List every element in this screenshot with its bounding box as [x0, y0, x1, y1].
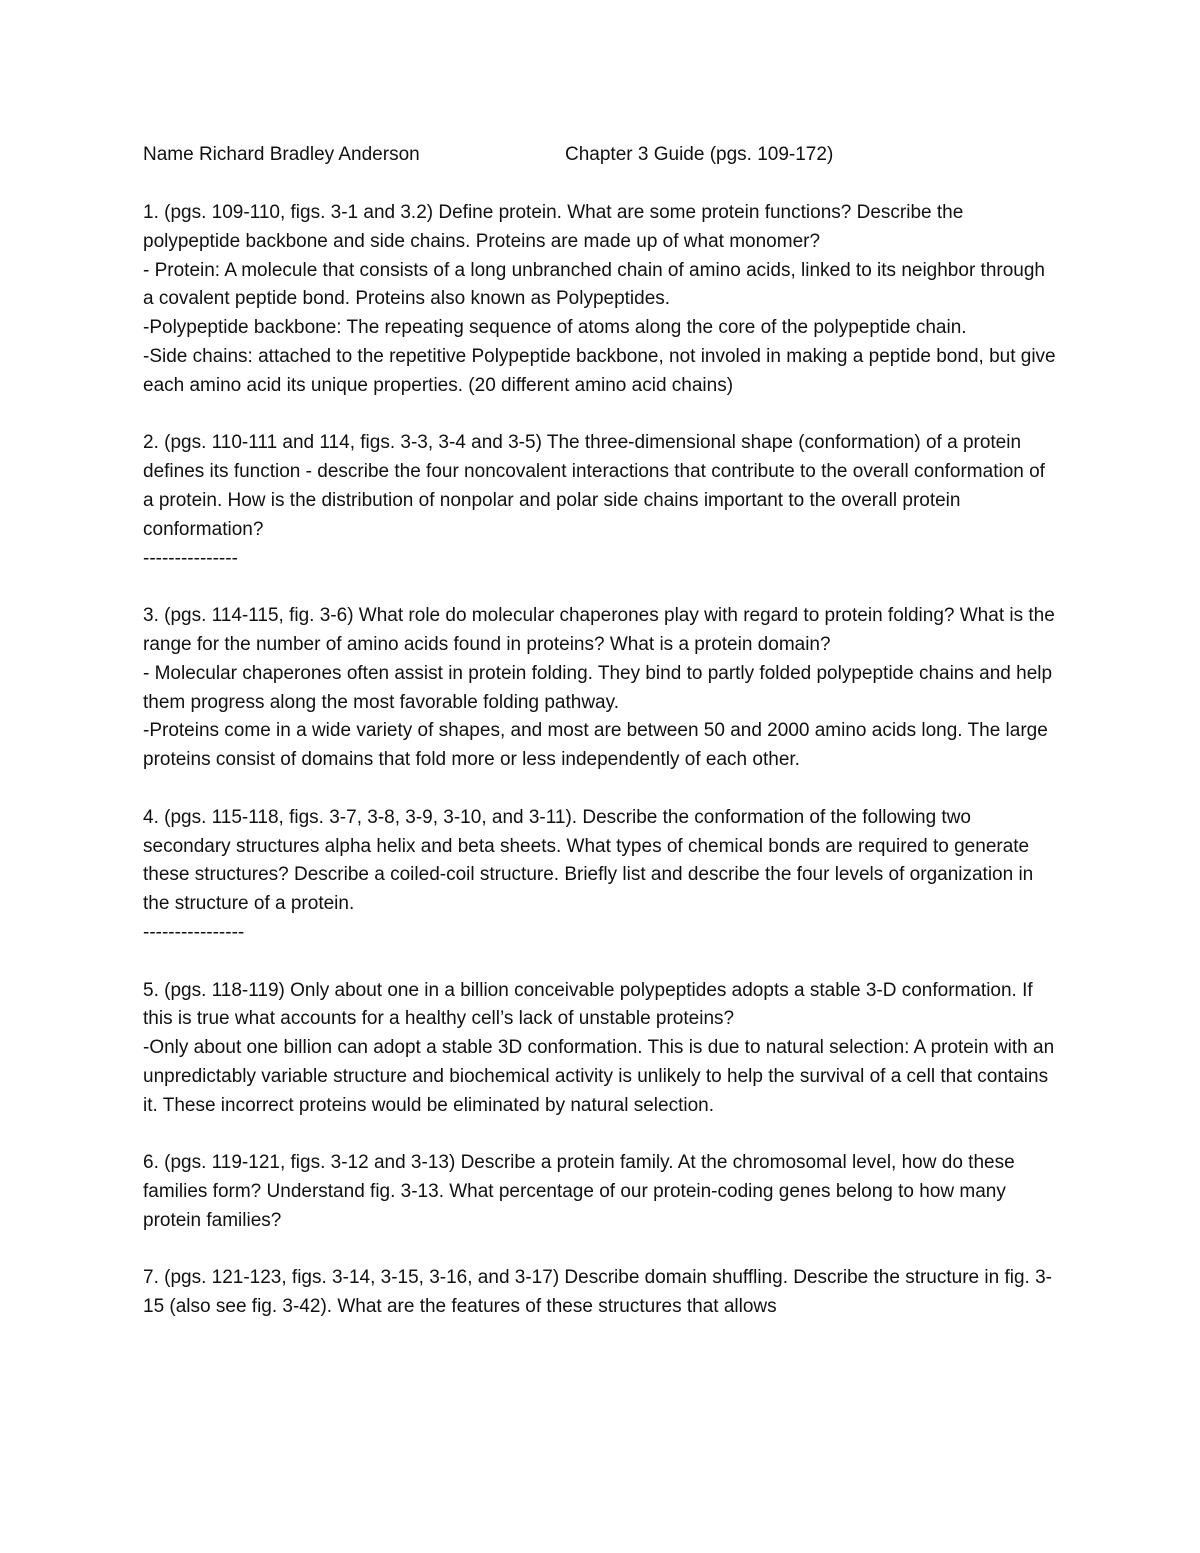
- answer-text: -Proteins come in a wide variety of shapes, and most are between 50 and 2000 amino acids long. The large proteins consist of domains that fold more or less independently of each other.: [143, 720, 1048, 771]
- question-text: 3. (pgs. 114-115, fig. 3-6) What role do molecular chaperones play with regard to protein folding? What is the range for the number of amino acids found in proteins? What is a protein domain?: [143, 605, 1055, 655]
- question-text: 6. (pgs. 119-121, figs. 3-12 and 3-13) Describe a protein family. At the chromosomal level, how do these families form? Understand fig. 3-13. What percentage of our protein-coding genes belong to how many protein families?: [143, 1152, 1015, 1231]
- question-section-5: [143, 977, 1058, 1121]
- question-text: 2. (pgs. 110-111 and 114, figs. 3-3, 3-4 and 3-5) The three-dimensional shape (conformation) of a protein defines its function - describe the four noncovalent interactions that contribute to the overall conformation of a protein. How is the distribution of nonpolar and polar side chains important to the overall protein conformation?: [143, 432, 1045, 540]
- answer-separator: ---------------: [143, 547, 238, 569]
- answer-text: - Molecular chaperones often assist in protein folding. They bind to partly folded polypeptide chains and help them progress along the most favorable folding pathway.: [143, 662, 1053, 713]
- question-text: 5. (pgs. 118-119) Only about one in a billion conceivable polypeptides adopts a stable 3-D conformation. If this is true what accounts for a healthy cell’s lack of unstable proteins?: [143, 979, 1033, 1030]
- question-text: 7. (pgs. 121-123, figs. 3-14, 3-15, 3-16, and 3-17) Describe domain shuffling. Describe the structure in fig. 3-15 (also see fig. 3-42). What are the features of these structures that allows: [143, 1267, 1052, 1318]
- question-section-1: [143, 199, 1058, 401]
- answer-text: - Protein: A molecule that consists of a long unbranched chain of amino acids, linked to its neighbor through a covalent peptide bond. Proteins also known as Polypeptides.: [143, 259, 1045, 310]
- answer-separator: ----------------: [143, 921, 245, 943]
- answer-text: -Polypeptide backbone: The repeating sequence of atoms along the core of the polypeptide chain.: [143, 317, 967, 339]
- document-header: [143, 140, 1043, 172]
- question-section-7: [143, 1264, 1058, 1322]
- answer-text: -Side chains: attached to the repetitive Polypeptide backbone, not involed in making a peptide bond, but give each amino acid its unique properties. (20 different amino acid chains): [143, 345, 1056, 396]
- question-section-4: [143, 804, 1058, 948]
- student-name: Name Richard Bradley Anderson: [143, 144, 420, 165]
- chapter-title: Chapter 3 Guide (pgs. 109-172): [565, 144, 834, 165]
- question-section-2: [143, 429, 1058, 573]
- question-text: 4. (pgs. 115-118, figs. 3-7, 3-8, 3-9, 3-10, and 3-11). Describe the conformation of the following two secondary structures alpha helix and beta sheets. What types of chemical bonds are required to generate these structures? Describe a coiled-coil structure. Briefly list and describe the four levels of organization in the structure of a protein.: [143, 806, 1034, 915]
- question-section-3: [143, 602, 1058, 775]
- question-section-6: [143, 1149, 1058, 1235]
- question-text: 1. (pgs. 109-110, figs. 3-1 and 3.2) Define protein. What are some protein functions? Describe the polypeptide backbone and side chains. Proteins are made up of what monomer?: [143, 202, 964, 252]
- answer-text: -Only about one billion can adopt a stable 3D conformation. This is due to natural selection: A protein with an unpredictably variable structure and biochemical activity is unlikely to help the survival of a cell that contains it. These incorrect proteins would be eliminated by natural selection.: [143, 1037, 1055, 1116]
- document-body: [143, 199, 1058, 1351]
